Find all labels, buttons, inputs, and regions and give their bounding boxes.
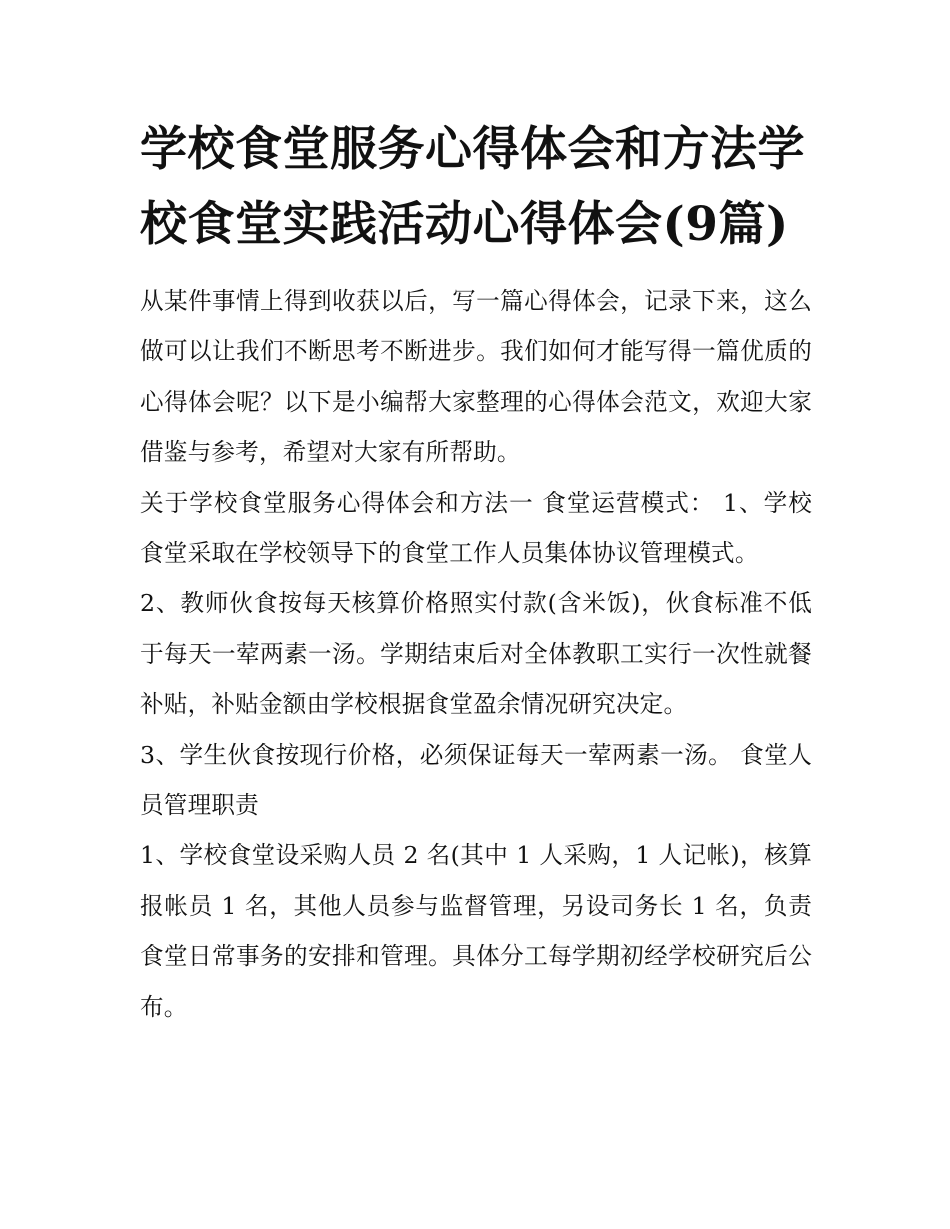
paragraph-intro: 从某件事情上得到收获以后，写一篇心得体会，记录下来，这么做可以让我们不断思考不断进步。我们如何才能写得一篇优质的心得体会呢？以下是小编帮大家整理的心得体会范文，欢迎大家借鉴与参考，希望对大家有所帮助。 xyxy=(140,287,812,467)
document-title: 学校食堂服务心得体会和方法学校食堂实践活动心得体会(9篇) xyxy=(140,122,805,252)
paragraph-staff-duties: 1、学校食堂设采购人员 2 名(其中 1 人采购，1 人记帐)，核算报帐员 1 名，其他人员参与监督管理，另设司务长 1 名，负责食堂日常事务的安排和管理。具体分工每学期初经学校研究后公布。 xyxy=(140,841,812,1021)
paragraph-operation-mode: 关于学校食堂服务心得体会和方法一 食堂运营模式： 1、学校食堂采取在学校领导下的食堂工作人员集体协议管理模式。 xyxy=(140,488,812,568)
paragraph-student-meals: 3、学生伙食按现行价格，必须保证每天一荤两素一汤。 食堂人员管理职责 xyxy=(140,740,812,820)
document-body xyxy=(140,112,812,1032)
paragraph-teacher-meals: 2、教师伙食按每天核算价格照实付款(含米饭)，伙食标准不低于每天一荤两素一汤。学期结束后对全体教职工实行一次性就餐补贴，补贴金额由学校根据食堂盈余情况研究决定。 xyxy=(140,589,812,719)
